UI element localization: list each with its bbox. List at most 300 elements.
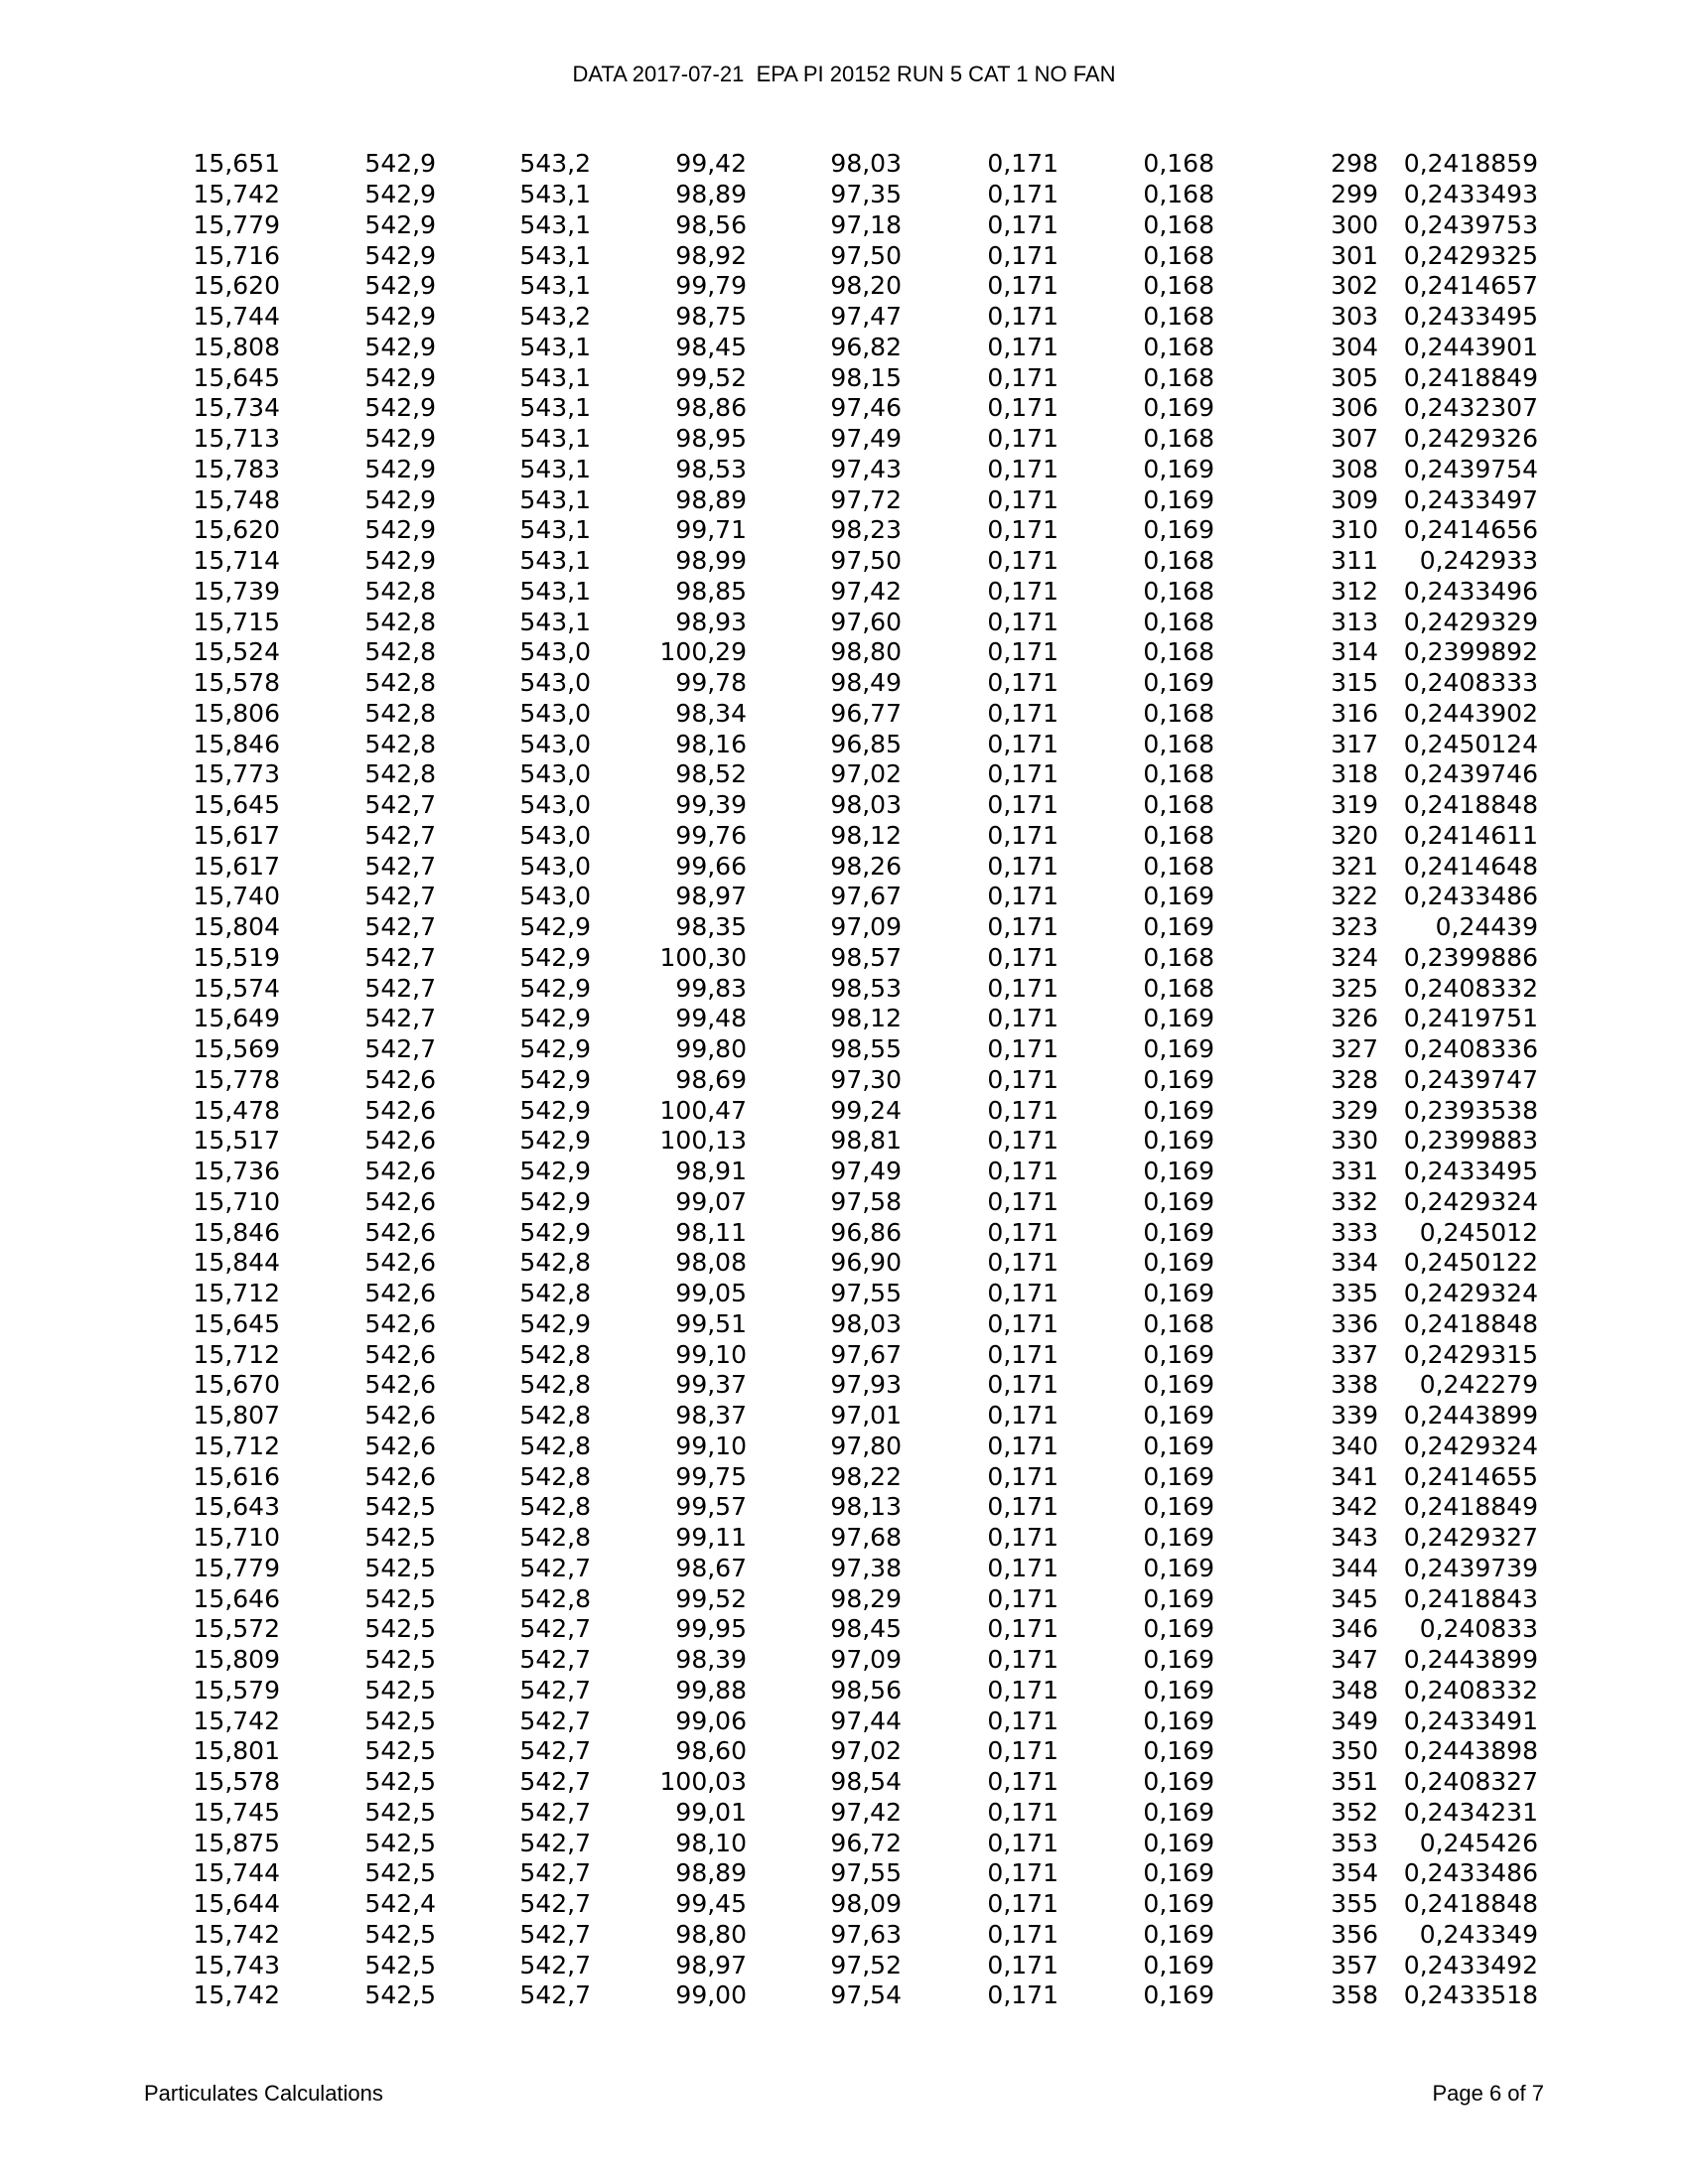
table-cell: 543,0 [519,698,591,728]
table-cell: 543,0 [519,759,591,789]
table-cell: 98,56 [675,209,747,239]
table-cell: 15,742 [193,1919,280,1949]
table-cell: 0,2450124 [1403,729,1538,758]
table-cell: 303 [1331,302,1378,332]
table-cell: 15,743 [193,1950,280,1979]
table-cell: 542,7 [364,942,436,972]
table-cell: 0,2443901 [1403,332,1538,361]
table-cell: 0,171 [987,1064,1058,1094]
table-cell: 305 [1331,362,1378,392]
table-cell: 300 [1331,209,1378,239]
table-cell: 0,168 [1143,698,1214,728]
table-cell: 542,7 [519,1675,591,1705]
table-cell: 99,05 [675,1279,747,1308]
table-cell: 98,12 [830,1004,902,1033]
table-cell: 542,6 [364,1279,436,1308]
table-row [0,1461,1538,1492]
table-row [0,1828,1538,1858]
table-cell: 0,171 [987,209,1058,239]
table-cell: 0,171 [987,1370,1058,1400]
table-cell: 97,63 [830,1919,902,1949]
table-cell: 0,168 [1143,820,1214,850]
table-row [0,1889,1538,1920]
table-cell: 542,9 [519,1004,591,1033]
table-cell: 0,2443899 [1403,1401,1538,1431]
table-cell: 542,7 [364,1034,436,1064]
table-cell: 0,169 [1143,1492,1214,1522]
table-cell: 542,9 [364,332,436,361]
data-table-body [0,149,1538,2011]
table-cell: 98,20 [830,271,902,301]
table-cell: 0,171 [987,454,1058,483]
table-cell: 97,80 [830,1431,902,1460]
table-cell: 323 [1331,912,1378,942]
table-cell: 97,47 [830,302,902,332]
table-cell: 0,168 [1143,851,1214,881]
table-cell: 15,779 [193,209,280,239]
table-cell: 0,169 [1143,1186,1214,1216]
table-cell: 542,6 [364,1370,436,1400]
table-cell: 543,1 [519,180,591,209]
table-cell: 0,171 [987,1736,1058,1766]
table-cell: 0,168 [1143,362,1214,392]
table-cell: 315 [1331,668,1378,698]
table-cell: 302 [1331,271,1378,301]
table-cell: 15,808 [193,332,280,361]
table-cell: 0,2414657 [1403,271,1538,301]
table-cell: 15,742 [193,1706,280,1735]
table-cell: 98,10 [675,1828,747,1857]
table-cell: 98,52 [675,759,747,789]
table-row [0,1157,1538,1187]
table-cell: 542,5 [364,1523,436,1553]
table-cell: 339 [1331,1401,1378,1431]
table-cell: 15,478 [193,1095,280,1125]
table-cell: 542,8 [519,1401,591,1431]
table-cell: 542,6 [364,1401,436,1431]
table-cell: 0,169 [1143,515,1214,545]
table-cell: 0,2433486 [1403,1858,1538,1888]
table-cell: 15,578 [193,1767,280,1797]
table-cell: 97,58 [830,1186,902,1216]
table-cell: 542,5 [364,1492,436,1522]
table-cell: 98,91 [675,1157,747,1186]
table-cell: 98,03 [830,1308,902,1338]
table-cell: 0,2418843 [1403,1583,1538,1613]
table-cell: 0,171 [987,1157,1058,1186]
table-cell: 15,804 [193,912,280,942]
table-cell: 543,0 [519,882,591,911]
table-cell: 99,42 [675,149,747,179]
table-cell: 0,2429324 [1403,1279,1538,1308]
table-cell: 0,2434231 [1403,1797,1538,1827]
table-cell: 542,8 [519,1583,591,1613]
table-cell: 97,54 [830,1980,902,2010]
table-cell: 0,171 [987,668,1058,698]
table-cell: 0,169 [1143,882,1214,911]
table-cell: 15,715 [193,607,280,636]
table-cell: 542,8 [364,729,436,758]
table-cell: 0,168 [1143,759,1214,789]
table-cell: 0,171 [987,1034,1058,1064]
table-cell: 327 [1331,1034,1378,1064]
table-row [0,1432,1538,1462]
table-cell: 341 [1331,1461,1378,1491]
table-cell: 97,52 [830,1950,902,1979]
table-cell: 98,97 [675,882,747,911]
table-row [0,362,1538,393]
table-cell: 97,60 [830,607,902,636]
table-cell: 542,5 [364,1858,436,1888]
table-cell: 15,712 [193,1279,280,1308]
table-cell: 97,68 [830,1523,902,1553]
table-row [0,729,1538,759]
table-cell: 0,2432307 [1403,393,1538,423]
table-cell: 99,80 [675,1034,747,1064]
table-row [0,1950,1538,1980]
table-cell: 97,67 [830,882,902,911]
table-cell: 98,03 [830,149,902,179]
table-cell: 543,0 [519,668,591,698]
table-cell: 542,7 [519,1950,591,1979]
table-row [0,1279,1538,1309]
table-cell: 98,95 [675,424,747,454]
table-row [0,1217,1538,1248]
table-cell: 99,52 [675,362,747,392]
table-cell: 99,79 [675,271,747,301]
table-cell: 15,778 [193,1064,280,1094]
table-row [0,912,1538,943]
table-cell: 0,169 [1143,1248,1214,1278]
table-cell: 0,169 [1143,1797,1214,1827]
table-cell: 0,169 [1143,1095,1214,1125]
table-cell: 98,22 [830,1461,902,1491]
table-cell: 542,7 [364,973,436,1003]
table-cell: 99,10 [675,1339,747,1369]
table-cell: 0,168 [1143,302,1214,332]
table-cell: 0,171 [987,1248,1058,1278]
table-cell: 336 [1331,1308,1378,1338]
table-cell: 542,9 [519,1034,591,1064]
table-cell: 355 [1331,1889,1378,1919]
table-cell: 0,171 [987,1095,1058,1125]
table-cell: 0,168 [1143,576,1214,606]
table-cell: 15,807 [193,1401,280,1431]
table-cell: 0,2433486 [1403,882,1538,911]
table-cell: 0,169 [1143,1950,1214,1979]
table-cell: 309 [1331,484,1378,514]
table-cell: 97,42 [830,576,902,606]
table-cell: 0,171 [987,515,1058,545]
table-cell: 0,2418848 [1403,790,1538,820]
table-cell: 0,171 [987,1492,1058,1522]
table-cell: 15,714 [193,546,280,576]
table-cell: 313 [1331,607,1378,636]
table-cell: 0,171 [987,1675,1058,1705]
table-cell: 542,5 [364,1553,436,1582]
table-cell: 15,745 [193,1797,280,1827]
table-cell: 97,02 [830,759,902,789]
table-cell: 97,09 [830,912,902,942]
table-cell: 353 [1331,1828,1378,1857]
table-cell: 96,77 [830,698,902,728]
table-cell: 0,168 [1143,942,1214,972]
table-cell: 98,45 [675,332,747,361]
table-cell: 97,46 [830,393,902,423]
table-cell: 0,171 [987,973,1058,1003]
table-cell: 0,2408336 [1403,1034,1538,1064]
table-cell: 0,2418849 [1403,362,1538,392]
table-cell: 15,620 [193,515,280,545]
table-cell: 542,6 [364,1248,436,1278]
table-cell: 542,8 [364,637,436,667]
table-cell: 15,744 [193,1858,280,1888]
table-cell: 15,734 [193,393,280,423]
table-cell: 0,2429327 [1403,1523,1538,1553]
table-cell: 0,171 [987,1553,1058,1582]
table-cell: 0,24439 [1435,912,1538,942]
table-cell: 15,710 [193,1186,280,1216]
table-cell: 542,9 [519,912,591,942]
table-cell: 542,6 [364,1431,436,1460]
table-cell: 0,169 [1143,1370,1214,1400]
table-cell: 98,37 [675,1401,747,1431]
table-cell: 97,09 [830,1645,902,1675]
table-cell: 0,169 [1143,393,1214,423]
table-cell: 0,171 [987,1797,1058,1827]
table-row [0,302,1538,333]
footer-document-title: Particulates Calculations [144,2081,383,2106]
table-cell: 542,9 [364,149,436,179]
table-cell: 15,736 [193,1157,280,1186]
table-cell: 0,171 [987,240,1058,270]
table-cell: 0,171 [987,882,1058,911]
table-cell: 98,60 [675,1736,747,1766]
table-cell: 99,83 [675,973,747,1003]
table-cell: 96,72 [830,1828,902,1857]
table-cell: 354 [1331,1858,1378,1888]
table-row [0,149,1538,180]
table-cell: 15,649 [193,1004,280,1033]
table-cell: 0,2414611 [1403,820,1538,850]
table-cell: 97,93 [830,1370,902,1400]
table-cell: 15,645 [193,362,280,392]
table-cell: 0,2414648 [1403,851,1538,881]
table-cell: 318 [1331,759,1378,789]
table-cell: 0,2429326 [1403,424,1538,454]
table-row [0,546,1538,577]
table-row [0,1767,1538,1798]
table-cell: 0,169 [1143,1126,1214,1156]
table-cell: 334 [1331,1248,1378,1278]
table-cell: 97,43 [830,454,902,483]
table-cell: 15,617 [193,820,280,850]
table-cell: 317 [1331,729,1378,758]
table-cell: 98,11 [675,1217,747,1247]
table-cell: 542,8 [364,576,436,606]
table-row [0,180,1538,210]
table-cell: 0,242279 [1419,1370,1538,1400]
table-row [0,1065,1538,1096]
table-cell: 0,171 [987,637,1058,667]
table-cell: 543,1 [519,484,591,514]
table-cell: 0,169 [1143,668,1214,698]
table-cell: 326 [1331,1004,1378,1033]
table-row [0,271,1538,302]
table-cell: 0,171 [987,332,1058,361]
table-cell: 0,2418848 [1403,1889,1538,1919]
table-cell: 304 [1331,332,1378,361]
table-row [0,607,1538,637]
table-cell: 332 [1331,1186,1378,1216]
table-cell: 0,171 [987,1339,1058,1369]
table-cell: 98,80 [675,1919,747,1949]
table-cell: 0,2408327 [1403,1767,1538,1797]
table-cell: 96,90 [830,1248,902,1278]
table-cell: 0,171 [987,1614,1058,1644]
table-cell: 542,9 [364,362,436,392]
table-row [0,637,1538,668]
table-cell: 0,171 [987,790,1058,820]
table-cell: 542,5 [364,1797,436,1827]
table-cell: 542,9 [519,1157,591,1186]
table-cell: 15,846 [193,1217,280,1247]
table-cell: 0,171 [987,1645,1058,1675]
table-cell: 0,171 [987,1583,1058,1613]
table-cell: 0,2408332 [1403,973,1538,1003]
table-cell: 15,572 [193,1614,280,1644]
table-cell: 0,171 [987,1828,1058,1857]
table-row [0,424,1538,455]
table-row [0,699,1538,730]
table-cell: 99,48 [675,1004,747,1033]
table-cell: 0,169 [1143,1553,1214,1582]
table-cell: 312 [1331,576,1378,606]
table-cell: 543,1 [519,362,591,392]
table-cell: 542,5 [364,1828,436,1857]
table-cell: 0,2433495 [1403,1157,1538,1186]
table-cell: 0,171 [987,1706,1058,1735]
table-cell: 99,00 [675,1980,747,2010]
table-row [0,668,1538,699]
table-cell: 99,10 [675,1431,747,1460]
table-cell: 0,169 [1143,1645,1214,1675]
table-cell: 0,171 [987,1431,1058,1460]
table-cell: 542,8 [519,1461,591,1491]
table-cell: 99,39 [675,790,747,820]
table-cell: 0,171 [987,1126,1058,1156]
table-row [0,484,1538,515]
table-cell: 337 [1331,1339,1378,1369]
table-cell: 15,645 [193,790,280,820]
table-cell: 0,168 [1143,546,1214,576]
table-cell: 0,171 [987,576,1058,606]
table-row [0,1401,1538,1432]
table-cell: 543,0 [519,820,591,850]
table-cell: 0,169 [1143,1706,1214,1735]
table-cell: 543,1 [519,546,591,576]
table-cell: 542,5 [364,1950,436,1979]
table-cell: 97,67 [830,1339,902,1369]
table-cell: 98,54 [830,1767,902,1797]
table-cell: 15,806 [193,698,280,728]
table-cell: 542,8 [364,607,436,636]
table-cell: 319 [1331,790,1378,820]
table-cell: 0,171 [987,607,1058,636]
table-cell: 542,9 [364,180,436,209]
table-cell: 0,2443898 [1403,1736,1538,1766]
table-cell: 97,30 [830,1064,902,1094]
table-cell: 15,716 [193,240,280,270]
table-row [0,1095,1538,1126]
table-cell: 0,171 [987,1980,1058,2010]
table-row [0,1736,1538,1767]
table-cell: 0,2443902 [1403,698,1538,728]
table-cell: 15,713 [193,424,280,454]
table-cell: 98,93 [675,607,747,636]
table-cell: 97,72 [830,484,902,514]
table-cell: 542,8 [364,759,436,789]
footer-page-number: Page 6 of 7 [1432,2081,1544,2106]
table-cell: 0,2433495 [1403,302,1538,332]
table-row [0,240,1538,271]
table-cell: 0,242933 [1419,546,1538,576]
table-cell: 0,169 [1143,1034,1214,1064]
table-cell: 98,15 [830,362,902,392]
table-row [0,943,1538,974]
table-cell: 15,779 [193,1553,280,1582]
table-cell: 0,171 [987,393,1058,423]
table-cell: 15,742 [193,1980,280,2010]
table-cell: 542,8 [519,1248,591,1278]
table-cell: 542,9 [364,454,436,483]
table-cell: 0,2408333 [1403,668,1538,698]
table-cell: 98,09 [830,1889,902,1919]
table-row [0,333,1538,363]
table-cell: 352 [1331,1797,1378,1827]
table-cell: 99,78 [675,668,747,698]
table-cell: 0,2399883 [1403,1126,1538,1156]
table-cell: 0,2439753 [1403,209,1538,239]
table-cell: 543,1 [519,607,591,636]
table-cell: 0,2433493 [1403,180,1538,209]
table-cell: 98,16 [675,729,747,758]
table-cell: 0,171 [987,759,1058,789]
table-cell: 0,2433497 [1403,484,1538,514]
table-cell: 98,85 [675,576,747,606]
table-cell: 98,12 [830,820,902,850]
table-cell: 0,245426 [1419,1828,1538,1857]
table-cell: 542,6 [364,1095,436,1125]
table-cell: 357 [1331,1950,1378,1979]
table-cell: 542,7 [364,790,436,820]
table-cell: 0,169 [1143,1431,1214,1460]
table-cell: 0,171 [987,302,1058,332]
table-cell: 98,08 [675,1248,747,1278]
table-cell: 542,7 [519,1919,591,1949]
table-row [0,973,1538,1004]
table-row [0,821,1538,852]
table-cell: 0,171 [987,698,1058,728]
table-cell: 0,171 [987,912,1058,942]
table-row [0,1798,1538,1829]
table-cell: 543,0 [519,729,591,758]
table-cell: 99,51 [675,1308,747,1338]
table-cell: 0,171 [987,1523,1058,1553]
table-cell: 98,55 [830,1034,902,1064]
table-cell: 15,579 [193,1675,280,1705]
table-cell: 542,9 [519,1126,591,1156]
